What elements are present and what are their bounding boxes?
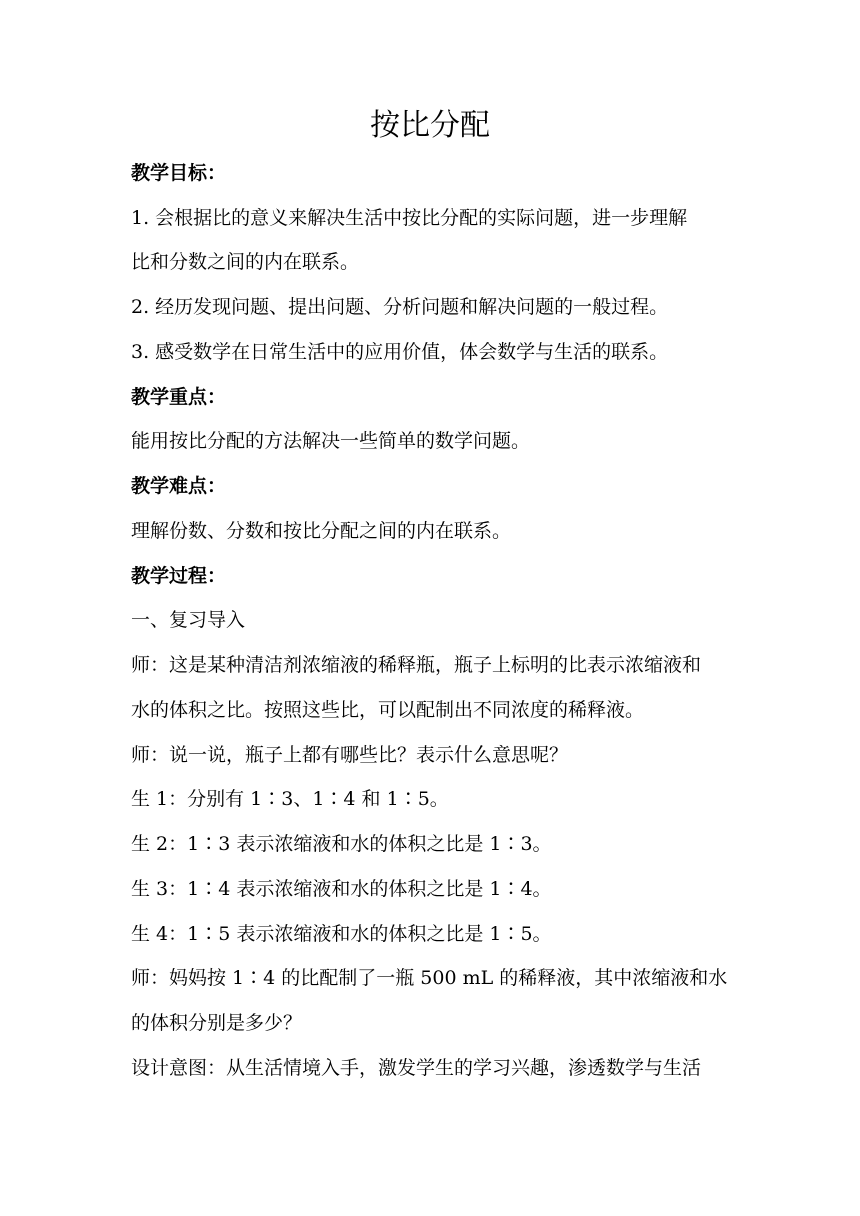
paragraph-line: 水的体积之比。按照这些比，可以配制出不同浓度的稀释液。 <box>131 699 645 721</box>
subsection-review: 一、复习导入 <box>131 609 246 631</box>
section-heading-difficulties: 教学难点： <box>131 475 227 497</box>
section-heading-key-points: 教学重点： <box>131 386 227 408</box>
key-points-text: 能用按比分配的方法解决一些简单的数学问题。 <box>131 430 531 452</box>
paragraph-line: 师：妈妈按 1∶4 的比配制了一瓶 500 mL 的稀释液，其中浓缩液和水 <box>131 967 728 989</box>
section-heading-objectives: 教学目标： <box>131 162 227 184</box>
paragraph-line: 生 2：1∶3 表示浓缩液和水的体积之比是 1∶3。 <box>131 833 552 855</box>
objective-1-line-2: 比和分数之间的内在联系。 <box>131 251 360 273</box>
section-heading-process: 教学过程： <box>131 565 227 587</box>
objective-3: 3. 感受数学在日常生活中的应用价值，体会数学与生活的联系。 <box>131 341 669 363</box>
objective-2: 2. 经历发现问题、提出问题、分析问题和解决问题的一般过程。 <box>131 296 669 318</box>
difficulties-text: 理解份数、分数和按比分配之间的内在联系。 <box>131 520 512 542</box>
paragraph-line: 生 1：分别有 1∶3、1∶4 和 1∶5。 <box>131 788 449 810</box>
paragraph-line: 的体积分别是多少？ <box>131 1012 303 1034</box>
paragraph-line: 设计意图：从生活情境入手，激发学生的学习兴趣，渗透数学与生活 <box>131 1057 702 1079</box>
paragraph-line: 师：这是某种清洁剂浓缩液的稀释瓶，瓶子上标明的比表示浓缩液和 <box>131 654 702 676</box>
paragraph-line: 生 4：1∶5 表示浓缩液和水的体积之比是 1∶5。 <box>131 923 552 945</box>
paragraph-line: 师：说一说，瓶子上都有哪些比？表示什么意思呢？ <box>131 744 569 766</box>
page-title: 按比分配 <box>370 108 490 143</box>
objective-1-line-1: 1. 会根据比的意义来解决生活中按比分配的实际问题，进一步理解 <box>131 207 688 229</box>
paragraph-line: 生 3：1∶4 表示浓缩液和水的体积之比是 1∶4。 <box>131 878 552 900</box>
